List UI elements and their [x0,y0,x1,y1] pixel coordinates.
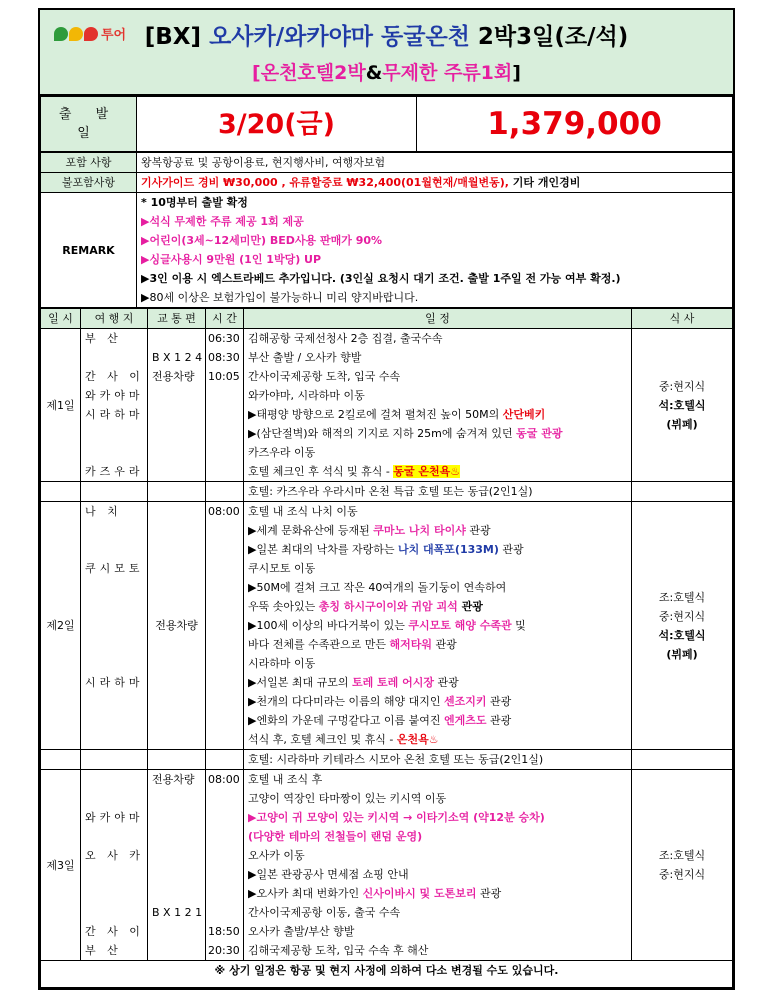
title-banner [40,10,733,96]
departure-label: 출 발 일 [41,97,137,152]
day1-row: 제1일 부 산 간 사 이 와카야마 시라하마 카즈우라 B X 1 2 4 전용차량 06:30 08:30 10:05 김해공항 국제선청사 2층 집결, 출국수속 부산 출발 / 오사카 향발 간사이국제공항 도착, 입국 수속 와카야마, 시라하마 이동 ▶태평양 방향으로 2킬로에 걸쳐 펼쳐진 높이 50M의 산단베키 ▶(삼단절벽)와 해적의 기지로 지하 25m에 숨겨져 있던 동굴 관광 카즈우라 이동 호텔 체크인 후 석식 및 휴식 - 동굴 온천욕♨ 중:현지식 석:호텔식 (뷔페) [41,329,733,482]
day1-hotel-row [41,482,733,502]
day2-transport: 전용차량 [148,502,206,750]
schedule-header: 일 시 여 행 지 교 통 편 시 간 일 정 식 사 [41,309,733,329]
footer-row [41,961,733,988]
remark-list: * 10명부터 출발 확정 ▶석식 무제한 주류 제공 1회 제공 ▶어린이(3세~12세미만) BED사용 판매가 90% ▶싱글사용시 9만원 (1인 1박당) UP ▶3인 이용 시 엑스트라베드 추가입니다. (3인실 요청시 대기 조건. 출발 1주일 전 가능 여부 확정.) ▶80세 이상은 보험가입이 불가능하니 미리 양지바랍니다. [137,193,733,308]
departure-date: 3/20(금) [137,97,417,152]
day2-row: 제2일 나 치 쿠시모토 시라하마 전용차량 08:00 호텔 내 조식 나치 이동 ▶세계 문화유산에 등재된 쿠마노 나치 타이샤 관광 ▶일본 최대의 낙차를 자랑하는 나치 대폭포(133M) 관광 쿠시모토 이동 ▶50M에 걸쳐 크고 작은 40여개의 돌기둥이 연속하여 우뚝 솟아있는 총칭 하시구이이와 귀암 괴석 관광 ▶100세 이상의 바다거북이 있는 쿠시모토 해양 수족관 및 바다 전체를 수족관으로 만든 해저타워 관광 시라하마 이동 ▶서일본 최대 규모의 토레 토레 어시장 관광 ▶천개의 다다미라는 이름의 해양 대지인 센조지키 관광 ▶엔화의 가운데 구멍같다고 이름 붙여진 엔게츠도 관광 석식 후, 호텔 체크인 및 휴식 - 온천욕♨ 조:호텔식 중:현지식 석:호텔식 (뷔페) [41,502,733,750]
day3-places: 와카야마 오 사 카 간 사 이 부 산 [81,770,148,961]
day2-hotel-row [41,750,733,770]
day3-plan: 호텔 내 조식 후 고양이 역장인 타마짱이 있는 키시역 이동 ▶고양이 귀 모양이 있는 키시역 → 이타기소역 (약12분 승차) (다양한 테마의 전철들이 랜덤 운영) 오사카 이동 ▶일본 관광공사 면세점 쇼핑 안내 ▶오사카 최대 번화가인 신사이바시 및 도톤보리 관광 간사이국제공항 이동, 출국 수속 오사카 출발/부산 향발 김해국제공항 도착, 입국 수속 후 해산 [244,770,632,961]
day1-meals: 중:현지식 석:호텔식 (뷔페) [632,329,733,482]
excluded-value: 기사가이드 경비 ₩30,000 , 유류할증료 ₩32,400(01월현재/매월변동), 기타 개인경비 [137,173,733,193]
page-subtitle: [온천호텔2박&무제한 주류1회] [252,62,521,84]
itinerary-sheet [38,8,735,990]
excluded-label: 불포함사항 [41,173,137,193]
included-value: 왕복항공료 및 공항이용료, 현지행사비, 여행자보험 [137,153,733,173]
departure-price: 1,379,000 [417,97,733,152]
company-logo: 투어 [54,24,126,43]
day1-plan: 김해공항 국제선청사 2층 집결, 출국수속 부산 출발 / 오사카 향발 간사이국제공항 도착, 입국 수속 와카야마, 시라하마 이동 ▶태평양 방향으로 2킬로에 걸쳐 펼쳐진 높이 50M의 산단베키 ▶(삼단절벽)와 해적의 기지로 지하 25m에 숨겨져 있던 동굴 관광 카즈우라 이동 호텔 체크인 후 석식 및 휴식 - 동굴 온천욕♨ [244,329,632,482]
remark-label: REMARK [41,193,137,308]
day2-hotel: 호텔: 시라하마 키테라스 시모아 온천 호텔 또는 동급(2인1실) [244,750,632,770]
day2-places: 나 치 쿠시모토 시라하마 [81,502,148,750]
page-title: [BX] 오사카/와카야마 동굴온천 2박3일(조/석) [144,24,629,50]
departure-row [40,96,733,152]
info-table [40,152,733,308]
footer-note: ※ 상기 일정은 항공 및 현지 사정에 의하여 다소 변경될 수도 있습니다. [41,961,733,988]
day3-transport: 전용차량 B X 1 2 1 [148,770,206,961]
day2-time: 08:00 [206,502,244,750]
day1-times: 06:30 08:30 10:05 [206,329,244,482]
day2-meals: 조:호텔식 중:현지식 석:호텔식 (뷔페) [632,502,733,750]
day3-meals: 조:호텔식 중:현지식 [632,770,733,961]
day1-places: 부 산 간 사 이 와카야마 시라하마 카즈우라 [81,329,148,482]
included-label: 포함 사항 [41,153,137,173]
day3-row: 제3일 와카야마 오 사 카 간 사 이 부 산 전용차량 B X 1 2 1 08:00 18:50 20:30 호텔 내 조식 후 고양이 역장인 타마짱이 있는 키시역 이동 ▶고양이 귀 모양이 있는 키시역 → 이타기소역 (약12분 승차) (다양한 테마의 전철들이 랜덤 운영) 오사카 이동 ▶일본 관광공사 면세점 쇼핑 안내 ▶오사카 최대 번화가인 신사이바시 및 도톤보리 관광 간사이국제공항 이동, 출국 수속 오사카 출발/부산 향발 김해국제공항 도착, 입국 수속 후 해산 조:호텔식 중:현지식 [41,770,733,961]
day3-times: 08:00 18:50 20:30 [206,770,244,961]
day2-plan: 호텔 내 조식 나치 이동 ▶세계 문화유산에 등재된 쿠마노 나치 타이샤 관광 ▶일본 최대의 낙차를 자랑하는 나치 대폭포(133M) 관광 쿠시모토 이동 ▶50M에 걸쳐 크고 작은 40여개의 돌기둥이 연속하여 우뚝 솟아있는 총칭 하시구이이와 귀암 괴석 관광 ▶100세 이상의 바다거북이 있는 쿠시모토 해양 수족관 및 바다 전체를 수족관으로 만든 해저타워 관광 시라하마 이동 ▶서일본 최대 규모의 토레 토레 어시장 관광 ▶천개의 다다미라는 이름의 해양 대지인 센조지키 관광 ▶엔화의 가운데 구멍같다고 이름 붙여진 엔게츠도 관광 석식 후, 호텔 체크인 및 휴식 - 온천욕♨ [244,502,632,750]
schedule-table [40,308,733,988]
day1-transport: B X 1 2 4 전용차량 [148,329,206,482]
day1-hotel: 호텔: 카즈우라 우라시마 온천 특급 호텔 또는 동급(2인1실) [244,482,632,502]
